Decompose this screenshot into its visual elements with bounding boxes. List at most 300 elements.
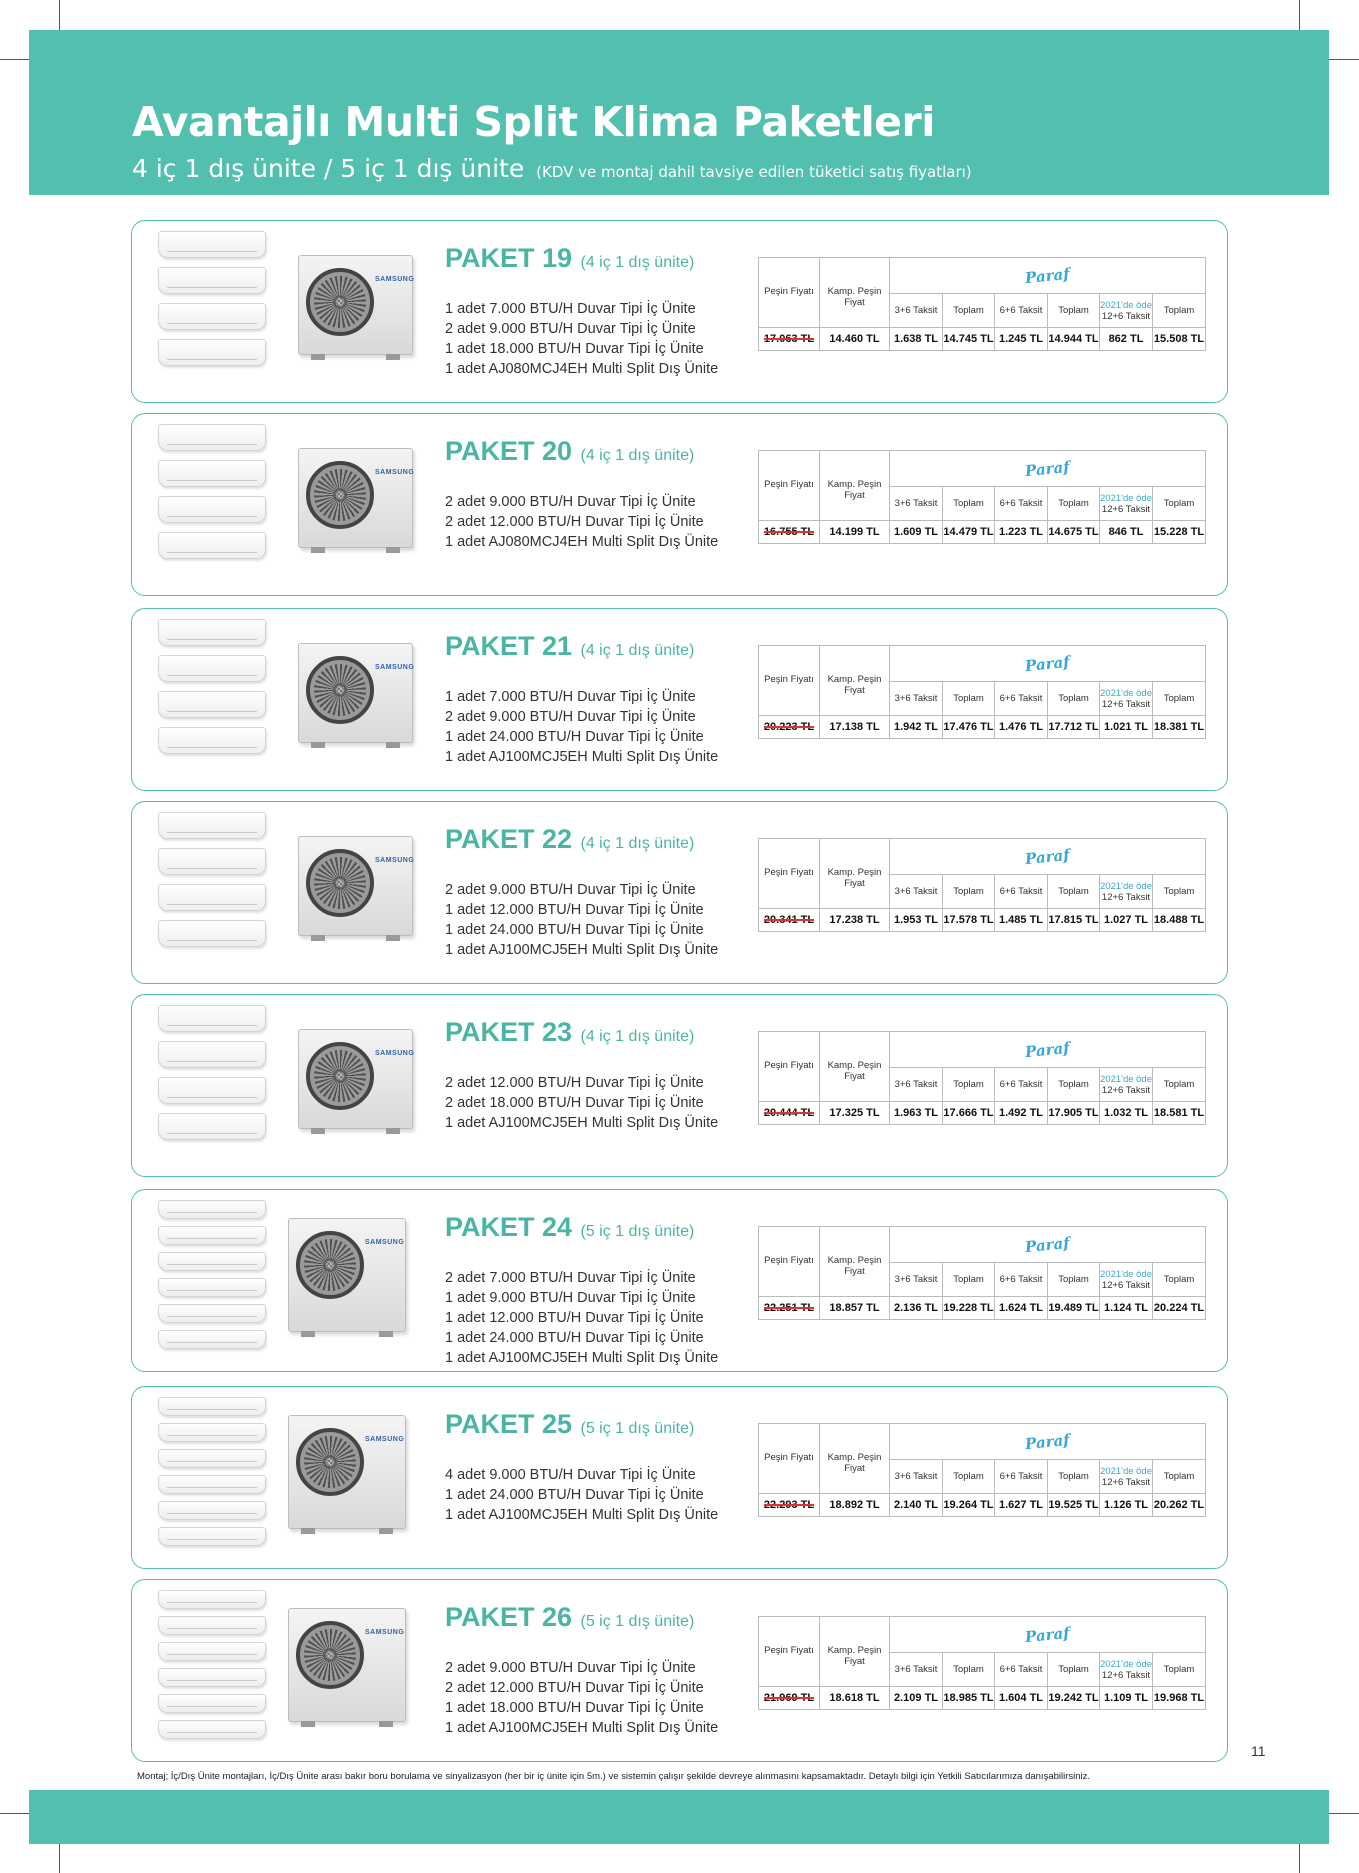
indoor-unit-image [158,691,266,718]
subtitle-main: 4 iç 1 dış ünite / 5 iç 1 dış ünite [132,154,525,183]
price-taksit-6-6: 1.627 TL [995,1494,1048,1517]
header-taksit-12-6 [1100,1460,1153,1494]
price-taksit-6-6: 1.245 TL [995,328,1048,351]
paraf-header [890,1617,1206,1653]
paraf-logo-icon: Paraf [1024,1233,1071,1256]
price-pesin: 21.969 TL [759,1687,820,1710]
brand-logo: SAMSUNG [375,276,415,283]
paraf-logo-icon: Paraf [1024,1623,1071,1646]
price-kampanya: 18.892 TL [820,1494,890,1517]
paraf-header [890,1032,1206,1068]
price-taksit-12-6: 1.032 TL [1100,1102,1153,1125]
package-item: 1 adet AJ080MCJ4EH Multi Split Dış Ünite [445,361,719,377]
package-items [445,880,718,960]
price-toplam-3-6: 17.578 TL [943,909,995,932]
header-toplam: Toplam [1153,1653,1206,1687]
header-toplam: Toplam [943,487,995,521]
indoor-unit-image [158,1226,266,1245]
price-toplam-3-6: 17.666 TL [943,1102,995,1125]
header-kamp: Kamp. Peşin Fiyat [820,451,890,521]
price-taksit-3-6: 1.609 TL [890,521,943,544]
header-12-6-taksit: 12+6 Taksit [1101,698,1151,710]
header-2021-ode: 2021'de öde [1100,1658,1153,1670]
package-items [445,299,718,379]
header-kamp: Kamp. Peşin Fiyat [820,839,890,909]
header-toplam: Toplam [943,1653,995,1687]
price-toplam-12-6: 15.508 TL [1153,328,1206,351]
package-item: 2 adet 7.000 BTU/H Duvar Tipi İç Ünite [445,1270,696,1286]
header-toplam: Toplam [943,294,995,328]
price-taksit-6-6: 1.485 TL [995,909,1048,932]
package-item: 1 adet 12.000 BTU/H Duvar Tipi İç Ünite [445,1310,704,1326]
price-toplam-6-6: 14.944 TL [1048,328,1100,351]
outdoor-unit-image [298,448,413,548]
package-card [131,1579,1228,1762]
package-items [445,1658,718,1738]
outdoor-unit-image [298,255,413,355]
header-toplam: Toplam [1153,487,1206,521]
header-2021-ode: 2021'de öde [1100,1268,1153,1280]
package-item: 1 adet 18.000 BTU/H Duvar Tipi İç Ünite [445,1700,704,1716]
package-item: 1 adet 9.000 BTU/H Duvar Tipi İç Ünite [445,1290,696,1306]
price-table [758,257,1206,351]
indoor-unit-image [158,424,266,451]
fan-icon [306,656,374,724]
indoor-unit-image [158,267,266,294]
header-taksit-6-6: 6+6 Taksit [995,1263,1048,1297]
header-12-6-taksit: 12+6 Taksit [1101,310,1151,322]
header-12-6-taksit: 12+6 Taksit [1101,1669,1151,1681]
header-toplam: Toplam [1153,1460,1206,1494]
indoor-unit-image [158,1041,266,1068]
outdoor-unit-image [298,836,413,936]
package-title [445,1409,694,1440]
price-taksit-12-6: 1.027 TL [1100,909,1153,932]
paraf-logo-icon: Paraf [1024,264,1071,287]
header-toplam: Toplam [1048,1263,1100,1297]
price-kampanya: 17.238 TL [820,909,890,932]
indoor-unit-image [158,1694,266,1713]
header-taksit-6-6: 6+6 Taksit [995,1460,1048,1494]
page-subtitle [132,154,972,183]
header-toplam: Toplam [1153,294,1206,328]
indoor-units [158,812,266,956]
header-2021-ode: 2021'de öde [1100,687,1153,699]
price-taksit-3-6: 1.638 TL [890,328,943,351]
header-pesin: Peşin Fiyatı [759,646,820,716]
page-title: Avantajlı Multi Split Klima Paketleri [132,98,935,146]
price-kampanya: 18.618 TL [820,1687,890,1710]
header-kamp: Kamp. Peşin Fiyat [820,1227,890,1297]
outdoor-unit-image [288,1218,406,1332]
package-card [131,994,1228,1177]
outdoor-unit-image [288,1415,406,1529]
package-title [445,824,694,855]
package-config: (4 iç 1 dış ünite) [580,642,695,659]
package-name: PAKET 26 [445,1602,573,1632]
price-pesin: 16.755 TL [759,521,820,544]
header-kamp: Kamp. Peşin Fiyat [820,1617,890,1687]
page-header [29,30,1329,195]
header-toplam: Toplam [1048,1068,1100,1102]
paraf-logo-icon: Paraf [1024,457,1071,480]
package-title [445,1602,694,1633]
indoor-units [158,231,266,375]
outdoor-unit-image [288,1608,406,1722]
price-toplam-6-6: 14.675 TL [1048,521,1100,544]
package-items [445,1073,718,1133]
header-toplam: Toplam [1048,1653,1100,1687]
package-item: 1 adet 7.000 BTU/H Duvar Tipi İç Ünite [445,689,696,705]
header-toplam: Toplam [1153,1263,1206,1297]
indoor-units [158,424,266,568]
package-item: 2 adet 9.000 BTU/H Duvar Tipi İç Ünite [445,321,696,337]
price-table [758,1226,1206,1320]
indoor-unit-image [158,812,266,839]
package-item: 1 adet 7.000 BTU/H Duvar Tipi İç Ünite [445,301,696,317]
header-taksit-6-6: 6+6 Taksit [995,682,1048,716]
price-toplam-12-6: 20.262 TL [1153,1494,1206,1517]
brand-logo: SAMSUNG [375,469,415,476]
price-taksit-3-6: 2.140 TL [890,1494,943,1517]
header-kamp: Kamp. Peşin Fiyat [820,646,890,716]
package-config: (5 iç 1 dış ünite) [580,1223,695,1240]
price-toplam-12-6: 18.381 TL [1153,716,1206,739]
indoor-units [158,1200,266,1356]
header-taksit-12-6 [1100,682,1153,716]
header-taksit-6-6: 6+6 Taksit [995,1068,1048,1102]
header-pesin: Peşin Fiyatı [759,1424,820,1494]
brand-logo: SAMSUNG [365,1629,405,1636]
price-toplam-12-6: 18.581 TL [1153,1102,1206,1125]
price-taksit-3-6: 1.942 TL [890,716,943,739]
price-toplam-12-6: 20.224 TL [1153,1297,1206,1320]
package-item: 1 adet AJ100MCJ5EH Multi Split Dış Ünite [445,942,719,958]
indoor-unit-image [158,460,266,487]
price-toplam-3-6: 19.264 TL [943,1494,995,1517]
package-item: 1 adet AJ080MCJ4EH Multi Split Dış Ünite [445,534,719,550]
outdoor-unit-image [298,643,413,743]
package-title [445,631,694,662]
indoor-unit-image [158,1449,266,1468]
price-kampanya: 14.460 TL [820,328,890,351]
indoor-unit-image [158,1590,266,1609]
indoor-unit-image [158,1423,266,1442]
header-2021-ode: 2021'de öde [1100,492,1153,504]
paraf-header [890,258,1206,294]
brand-logo: SAMSUNG [365,1436,405,1443]
header-toplam: Toplam [1048,875,1100,909]
header-taksit-3-6: 3+6 Taksit [890,1460,943,1494]
brand-logo: SAMSUNG [375,1050,415,1057]
header-taksit-3-6: 3+6 Taksit [890,1068,943,1102]
package-item: 2 adet 12.000 BTU/H Duvar Tipi İç Ünite [445,1075,704,1091]
package-title [445,436,694,467]
price-taksit-6-6: 1.223 TL [995,521,1048,544]
price-pesin: 20.223 TL [759,716,820,739]
header-taksit-6-6: 6+6 Taksit [995,294,1048,328]
indoor-units [158,619,266,763]
header-kamp: Kamp. Peşin Fiyat [820,1424,890,1494]
indoor-unit-image [158,1720,266,1739]
paraf-header [890,646,1206,682]
indoor-unit-image [158,619,266,646]
indoor-units [158,1005,266,1149]
outdoor-unit-image [298,1029,413,1129]
footnote: Montaj; İç/Dış Ünite montajları, İç/Dış Ünite arası bakır boru borulama ve sinyalizasyon (her bir iç ünite için 5m.) ve sistemin çalışır şekilde devreye alınmasını kapsamaktadır. Detaylı bilgi için Yetkili Satıcılarımıza danışabilirsiniz. [137,1771,1091,1782]
package-item: 2 adet 9.000 BTU/H Duvar Tipi İç Ünite [445,709,696,725]
package-title [445,243,694,274]
header-pesin: Peşin Fiyatı [759,258,820,328]
package-card [131,220,1228,403]
indoor-unit-image [158,1278,266,1297]
header-pesin: Peşin Fiyatı [759,1617,820,1687]
price-toplam-12-6: 19.968 TL [1153,1687,1206,1710]
price-toplam-6-6: 19.489 TL [1048,1297,1100,1320]
price-toplam-6-6: 19.242 TL [1048,1687,1100,1710]
paraf-header [890,451,1206,487]
price-table [758,838,1206,932]
package-card [131,1189,1228,1372]
package-config: (4 iç 1 dış ünite) [580,835,695,852]
header-toplam: Toplam [1153,682,1206,716]
price-kampanya: 17.325 TL [820,1102,890,1125]
price-pesin: 22.251 TL [759,1297,820,1320]
indoor-unit-image [158,884,266,911]
price-kampanya: 18.857 TL [820,1297,890,1320]
indoor-unit-image [158,920,266,947]
header-kamp: Kamp. Peşin Fiyat [820,1032,890,1102]
price-taksit-12-6: 1.124 TL [1100,1297,1153,1320]
price-table [758,450,1206,544]
header-taksit-3-6: 3+6 Taksit [890,682,943,716]
price-pesin: 20.341 TL [759,909,820,932]
package-items [445,1465,718,1525]
price-toplam-3-6: 17.476 TL [943,716,995,739]
package-item: 2 adet 9.000 BTU/H Duvar Tipi İç Ünite [445,1660,696,1676]
indoor-unit-image [158,303,266,330]
fan-icon [306,268,374,336]
brand-logo: SAMSUNG [375,664,415,671]
header-taksit-12-6 [1100,487,1153,521]
price-taksit-12-6: 1.126 TL [1100,1494,1153,1517]
header-taksit-12-6 [1100,1653,1153,1687]
price-taksit-12-6: 846 TL [1100,521,1153,544]
price-pesin: 17.063 TL [759,328,820,351]
header-taksit-6-6: 6+6 Taksit [995,1653,1048,1687]
indoor-unit-image [158,1616,266,1635]
package-name: PAKET 23 [445,1017,573,1047]
header-12-6-taksit: 12+6 Taksit [1101,1084,1151,1096]
price-kampanya: 17.138 TL [820,716,890,739]
indoor-unit-image [158,1330,266,1349]
package-item: 1 adet AJ100MCJ5EH Multi Split Dış Ünite [445,1350,719,1366]
package-card [131,608,1228,791]
header-toplam: Toplam [1048,682,1100,716]
indoor-units [158,1397,266,1553]
paraf-logo-icon: Paraf [1024,652,1071,675]
package-config: (4 iç 1 dış ünite) [580,254,695,271]
package-card [131,1386,1228,1569]
package-item: 2 adet 12.000 BTU/H Duvar Tipi İç Ünite [445,514,704,530]
header-pesin: Peşin Fiyatı [759,1227,820,1297]
indoor-unit-image [158,1077,266,1104]
package-title [445,1212,694,1243]
paraf-header [890,1227,1206,1263]
price-taksit-3-6: 2.136 TL [890,1297,943,1320]
header-12-6-taksit: 12+6 Taksit [1101,891,1151,903]
header-toplam: Toplam [1153,875,1206,909]
indoor-unit-image [158,1475,266,1494]
package-items [445,687,718,767]
header-2021-ode: 2021'de öde [1100,1465,1153,1477]
package-item: 1 adet 18.000 BTU/H Duvar Tipi İç Ünite [445,341,704,357]
package-config: (4 iç 1 dış ünite) [580,447,695,464]
package-items [445,1268,718,1368]
indoor-unit-image [158,1397,266,1416]
package-item: 1 adet 12.000 BTU/H Duvar Tipi İç Ünite [445,902,704,918]
price-table [758,645,1206,739]
header-taksit-3-6: 3+6 Taksit [890,487,943,521]
header-2021-ode: 2021'de öde [1100,1073,1153,1085]
price-taksit-3-6: 1.963 TL [890,1102,943,1125]
package-item: 2 adet 9.000 BTU/H Duvar Tipi İç Ünite [445,494,696,510]
indoor-unit-image [158,1304,266,1323]
header-taksit-3-6: 3+6 Taksit [890,1653,943,1687]
price-taksit-6-6: 1.624 TL [995,1297,1048,1320]
package-name: PAKET 24 [445,1212,573,1242]
price-taksit-12-6: 1.021 TL [1100,716,1153,739]
price-table [758,1616,1206,1710]
header-taksit-6-6: 6+6 Taksit [995,487,1048,521]
price-taksit-6-6: 1.476 TL [995,716,1048,739]
header-taksit-3-6: 3+6 Taksit [890,875,943,909]
indoor-unit-image [158,1668,266,1687]
price-taksit-12-6: 1.109 TL [1100,1687,1153,1710]
indoor-unit-image [158,1113,266,1140]
package-card [131,413,1228,596]
package-item: 2 adet 9.000 BTU/H Duvar Tipi İç Ünite [445,882,696,898]
package-config: (4 iç 1 dış ünite) [580,1028,695,1045]
package-item: 2 adet 12.000 BTU/H Duvar Tipi İç Ünite [445,1680,704,1696]
header-pesin: Peşin Fiyatı [759,451,820,521]
package-name: PAKET 19 [445,243,573,273]
price-kampanya: 14.199 TL [820,521,890,544]
price-toplam-12-6: 18.488 TL [1153,909,1206,932]
price-table [758,1423,1206,1517]
package-item: 1 adet AJ100MCJ5EH Multi Split Dış Ünite [445,749,719,765]
package-card [131,801,1228,984]
paraf-header [890,1424,1206,1460]
brand-logo: SAMSUNG [375,857,415,864]
header-2021-ode: 2021'de öde [1100,299,1153,311]
price-toplam-12-6: 15.228 TL [1153,521,1206,544]
price-toplam-3-6: 14.745 TL [943,328,995,351]
fan-icon [296,1621,364,1689]
price-toplam-3-6: 14.479 TL [943,521,995,544]
indoor-unit-image [158,727,266,754]
price-toplam-6-6: 17.712 TL [1048,716,1100,739]
header-toplam: Toplam [1048,1460,1100,1494]
page-number: 11 [1251,1743,1266,1759]
fan-icon [306,849,374,917]
brand-logo: SAMSUNG [365,1239,405,1246]
header-toplam: Toplam [943,1263,995,1297]
header-12-6-taksit: 12+6 Taksit [1101,1279,1151,1291]
indoor-units [158,1590,266,1746]
header-taksit-6-6: 6+6 Taksit [995,875,1048,909]
package-item: 1 adet 24.000 BTU/H Duvar Tipi İç Ünite [445,1487,704,1503]
header-12-6-taksit: 12+6 Taksit [1101,1476,1151,1488]
package-name: PAKET 22 [445,824,573,854]
paraf-logo-icon: Paraf [1024,1430,1071,1453]
package-config: (5 iç 1 dış ünite) [580,1613,695,1630]
indoor-unit-image [158,231,266,258]
price-taksit-3-6: 2.109 TL [890,1687,943,1710]
price-toplam-6-6: 19.525 TL [1048,1494,1100,1517]
package-config: (5 iç 1 dış ünite) [580,1420,695,1437]
paraf-header [890,839,1206,875]
header-pesin: Peşin Fiyatı [759,839,820,909]
package-item: 1 adet AJ100MCJ5EH Multi Split Dış Ünite [445,1115,719,1131]
package-item: 2 adet 18.000 BTU/H Duvar Tipi İç Ünite [445,1095,704,1111]
package-name: PAKET 20 [445,436,573,466]
header-pesin: Peşin Fiyatı [759,1032,820,1102]
indoor-unit-image [158,1527,266,1546]
price-pesin: 22.293 TL [759,1494,820,1517]
header-toplam: Toplam [943,1460,995,1494]
price-pesin: 20.444 TL [759,1102,820,1125]
header-taksit-3-6: 3+6 Taksit [890,294,943,328]
header-toplam: Toplam [1048,487,1100,521]
package-item: 1 adet 24.000 BTU/H Duvar Tipi İç Ünite [445,922,704,938]
package-title [445,1017,694,1048]
package-item: 1 adet AJ100MCJ5EH Multi Split Dış Ünite [445,1720,719,1736]
package-item: 1 adet 24.000 BTU/H Duvar Tipi İç Ünite [445,729,704,745]
indoor-unit-image [158,1252,266,1271]
header-kamp: Kamp. Peşin Fiyat [820,258,890,328]
price-taksit-6-6: 1.492 TL [995,1102,1048,1125]
package-item: 1 adet 24.000 BTU/H Duvar Tipi İç Ünite [445,1330,704,1346]
header-taksit-12-6 [1100,294,1153,328]
price-toplam-6-6: 17.905 TL [1048,1102,1100,1125]
package-name: PAKET 21 [445,631,573,661]
package-item: 1 adet AJ100MCJ5EH Multi Split Dış Ünite [445,1507,719,1523]
paraf-logo-icon: Paraf [1024,1038,1071,1061]
price-toplam-6-6: 17.815 TL [1048,909,1100,932]
fan-icon [296,1231,364,1299]
header-toplam: Toplam [1153,1068,1206,1102]
price-table [758,1031,1206,1125]
package-item: 4 adet 9.000 BTU/H Duvar Tipi İç Ünite [445,1467,696,1483]
header-toplam: Toplam [1048,294,1100,328]
indoor-unit-image [158,1642,266,1661]
header-taksit-12-6 [1100,875,1153,909]
indoor-unit-image [158,1200,266,1219]
indoor-unit-image [158,1501,266,1520]
fan-icon [306,1042,374,1110]
indoor-unit-image [158,655,266,682]
header-taksit-3-6: 3+6 Taksit [890,1263,943,1297]
header-2021-ode: 2021'de öde [1100,880,1153,892]
footer-band [29,1790,1329,1844]
header-toplam: Toplam [943,1068,995,1102]
header-toplam: Toplam [943,875,995,909]
price-toplam-3-6: 18.985 TL [943,1687,995,1710]
header-toplam: Toplam [943,682,995,716]
indoor-unit-image [158,848,266,875]
package-name: PAKET 25 [445,1409,573,1439]
